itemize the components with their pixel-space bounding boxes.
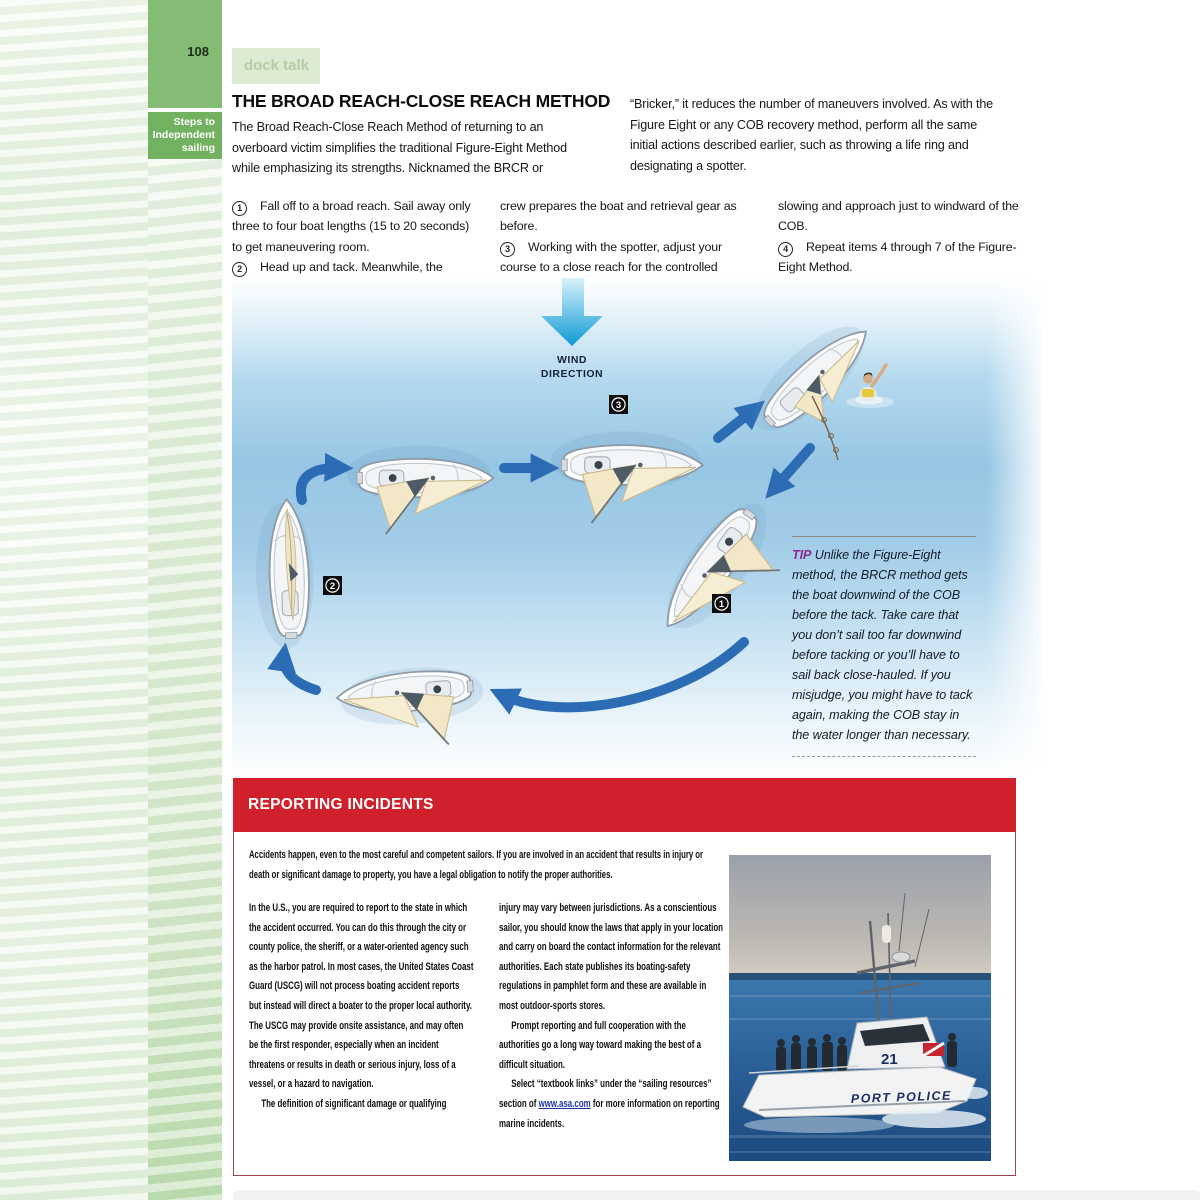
wind-label-line2: DIRECTION [540, 368, 604, 380]
reporting-paragraph: injury may vary between jurisdictions. As a conscientious sailor, you should know the laws that apply in your location and carry on board the contact information for the relevant authorities. Each state publishes its boating-safety regulations in pamphlet form and these are available in most outdoor-sports stores. [499, 902, 723, 1012]
photo-radome [882, 925, 891, 943]
article-intro-right-column: “Bricker,” it reduces the number of maneuvers involved. As with the Figure Eight or any COB recovery method, perform all the same initial actions described earlier, such as throwing a life ring and designating a spotter. [630, 97, 994, 173]
article-intro-left-column: The Broad Reach-Close Reach Method of returning to an overboard victim simplifies the traditional Figure-Eight Method while emphasizing its strengths. Nicknamed the BRCR or [232, 120, 567, 175]
step-text: Working with the spotter, adjust your course to a close reach for the controlled [500, 239, 722, 274]
sidebar-tab-label: Steps to Independent sailing [152, 116, 215, 154]
step-text: crew prepares the boat and retrieval gear as before. [500, 199, 737, 234]
tip-label: TIP [792, 548, 812, 562]
step-number-badge: 4 [778, 242, 793, 257]
reporting-right-column [499, 899, 724, 1134]
step-item [232, 257, 476, 277]
wind-label-line1: WIND [557, 354, 587, 366]
asa-website-link[interactable]: www.asa.com [538, 1097, 591, 1110]
sidebar-tab [148, 112, 222, 159]
diagram-badge-2 [323, 576, 342, 595]
step-text: slowing and approach just to windward of the COB. [778, 199, 1019, 234]
photo-sky [729, 855, 991, 975]
page-number: 108 [187, 44, 209, 59]
reporting-intro-text: Accidents happen, even to the most careful and competent sailors. If you are involved in an accident that results in injury or death or significant damage to property, you have a legal obligation to notify the proper authorities. [249, 849, 703, 881]
next-section-edge [233, 1190, 1200, 1200]
step-text: Fall off to a broad reach. Sail away only three to four boat lengths (15 to 20 seconds) to get maneuvering room. [232, 199, 471, 254]
steps-column-1 [232, 196, 476, 277]
sidebar-strip [148, 0, 222, 1200]
step-item [500, 196, 748, 237]
page-number-block [148, 0, 222, 108]
photo-wake [882, 1110, 986, 1128]
reporting-paragraph: Prompt reporting and full cooperation with the authorities go a long way toward making the best of a difficult situation. [499, 1019, 701, 1071]
reporting-paragraph [499, 1075, 724, 1134]
port-police-photo [729, 855, 991, 1161]
steps-column-2 [500, 196, 748, 277]
reporting-paragraph: In the U.S., you are required to report to the state in which the accident occurred. You can do this through the city or county police, the sheriff, or a water-oriented agency such as the harbor patrol. In most cases, the United States Coast Guard (USCG) will not process boating accident reports but instead will direct a boater to the proper local authority. The USCG may provide onsite assistance, and may often be the first responder, especially when an incident threatens or results in death or serious injury, loss of a vessel, or a hazard to navigation. [249, 902, 474, 1091]
step-number-badge: 2 [232, 262, 247, 277]
reporting-intro [249, 845, 722, 885]
step-number-badge: 3 [500, 242, 515, 257]
tip-note [792, 536, 976, 745]
sidebar-strip-lower [148, 159, 222, 1200]
steps-column-3 [778, 196, 1026, 277]
photo-hull-text: PORT POLICE [850, 1088, 953, 1106]
diagram-badge-1 [712, 594, 731, 613]
step-number-badge: 1 [232, 201, 247, 216]
reporting-banner [233, 778, 1016, 832]
photo-bow-number: 21 [881, 1051, 898, 1068]
article-title: THE BROAD REACH-CLOSE REACH METHOD [232, 91, 611, 111]
tip-bottom-rule [792, 756, 976, 757]
badge-number: 3 [615, 400, 622, 411]
step-item [778, 196, 1026, 237]
reporting-paragraph-text: for more information on reporting marine incidents. [499, 1097, 720, 1130]
reporting-incidents-box [233, 778, 1016, 1176]
step-text: Repeat items 4 through 7 of the Figure-Eight Method. [778, 239, 1017, 274]
reporting-paragraph: The definition of significant damage or qualifying [261, 1097, 447, 1110]
step-item [778, 237, 1026, 278]
diagram-badge-3 [609, 395, 628, 414]
step-item [500, 237, 748, 278]
badge-number: 1 [718, 599, 725, 610]
step-item [232, 196, 476, 257]
reporting-left-column [249, 899, 474, 1115]
reporting-title: REPORTING INCIDENTS [248, 796, 434, 813]
tip-text: Unlike the Figure-Eight method, the BRCR method gets the boat downwind of the COB before the tack. Take care that you don’t sail too far downwind before tacking or you’ll have to sail back close-hauled. If you misjudge, you might have to tack again, making the COB stay in the water longer than necessary. [792, 548, 973, 742]
photo-radar [892, 952, 910, 962]
reporting-paragraph-text: Select “textbook links” under the “sailing resources” section of [499, 1078, 712, 1110]
left-margin-watercolor [0, 0, 148, 1200]
badge-number: 2 [329, 581, 336, 592]
step-text: Head up and tack. Meanwhile, the [260, 259, 443, 274]
kicker-dock-talk: dock talk [232, 48, 320, 84]
